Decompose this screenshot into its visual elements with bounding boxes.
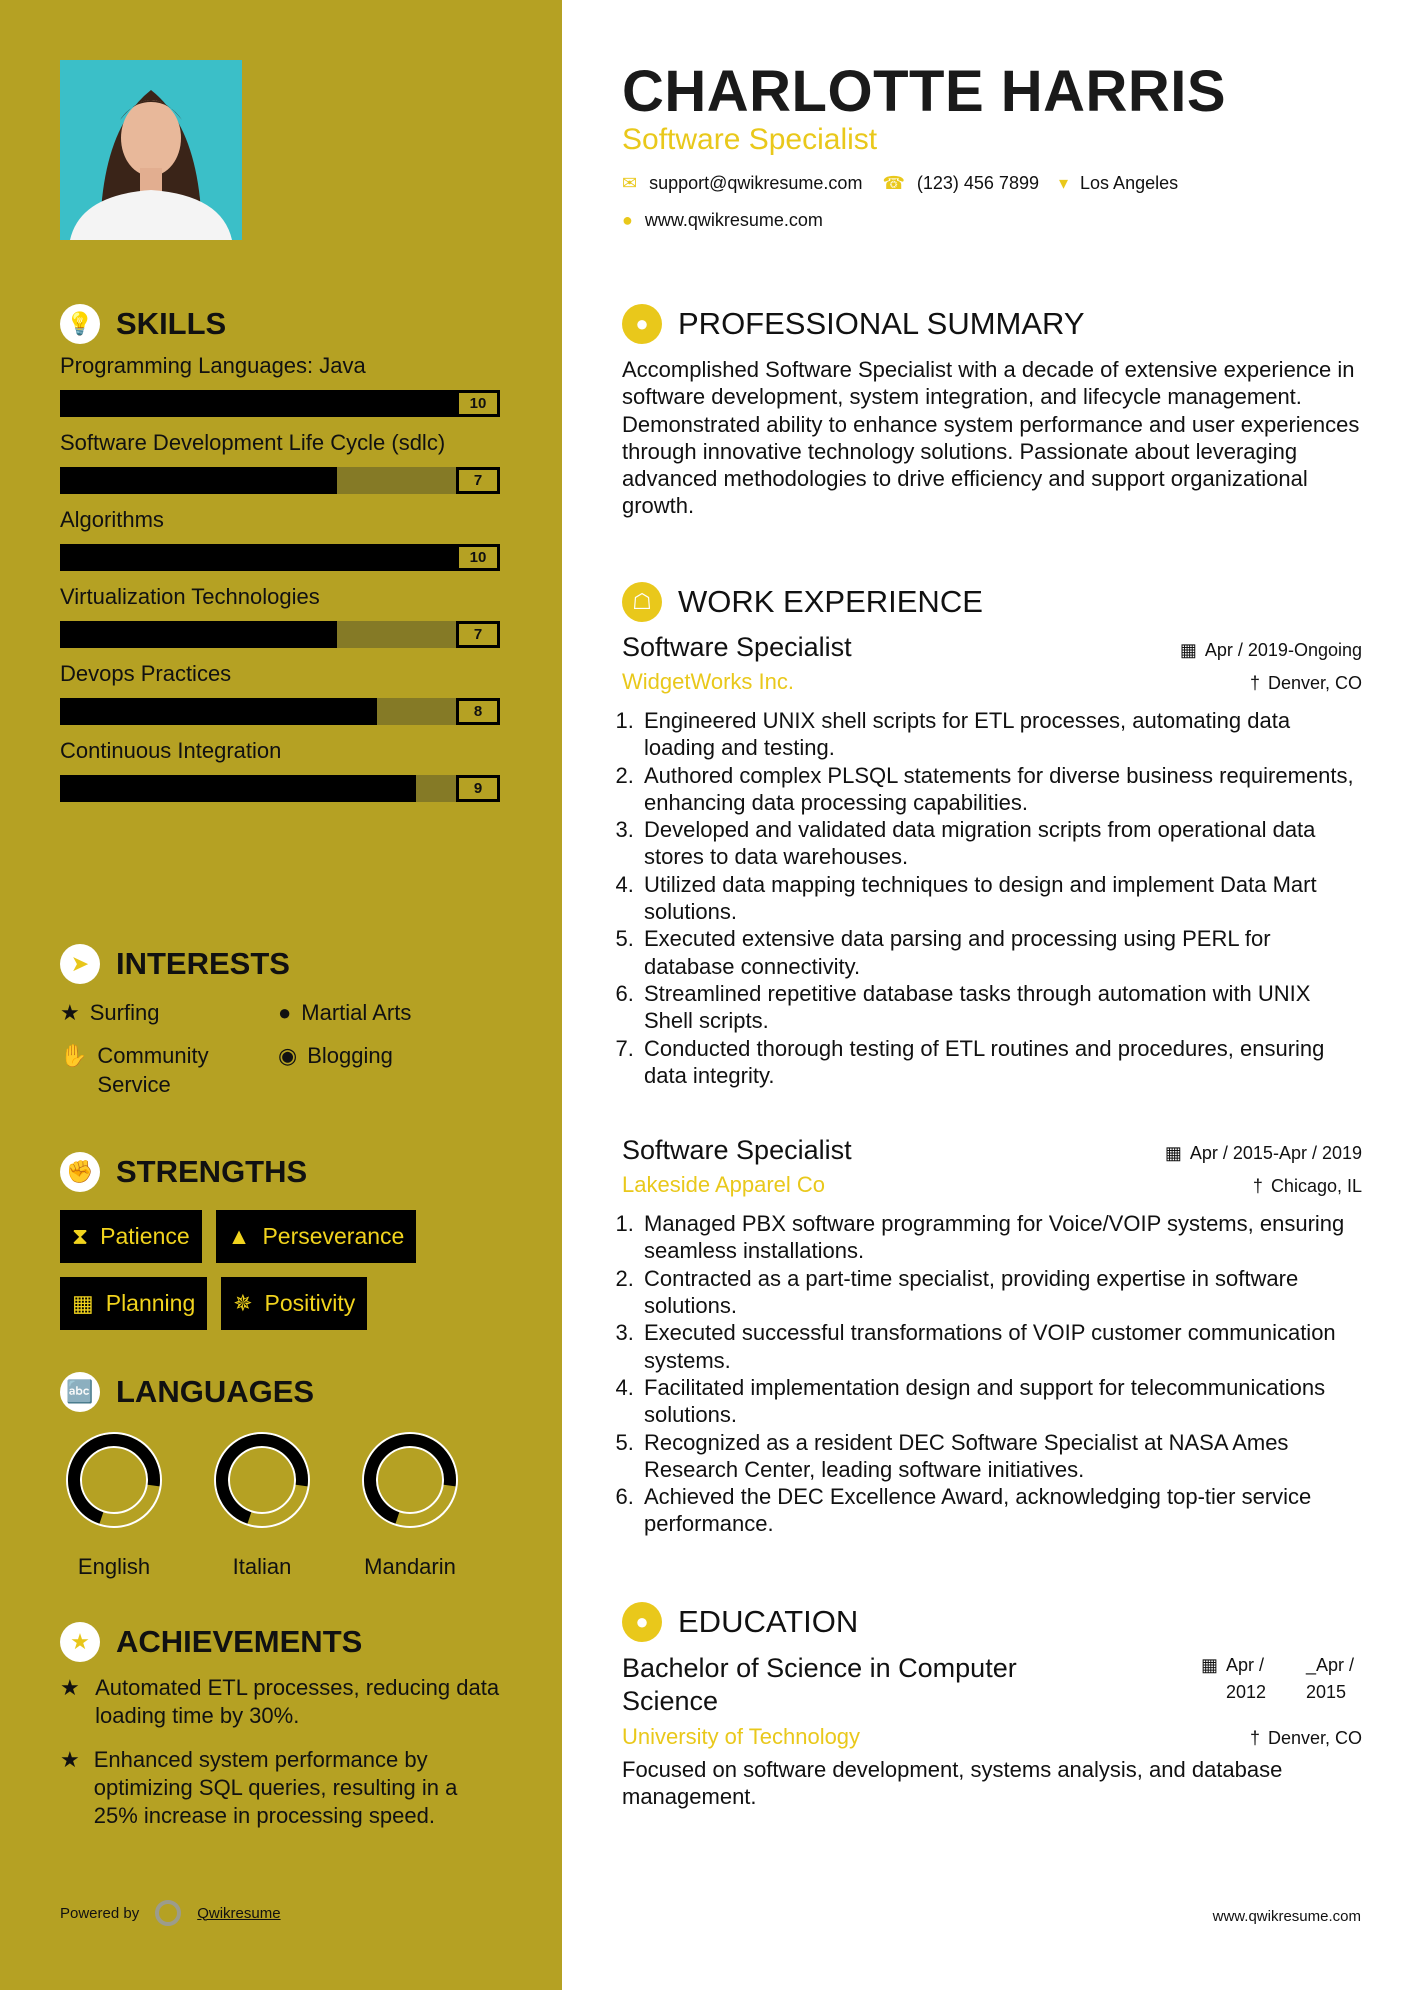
- job-location: Denver, CO: [1267, 673, 1362, 693]
- job-title: Software Specialist: [622, 1135, 852, 1166]
- skill-label: Virtualization Technologies: [60, 584, 320, 609]
- powered-by: [60, 1900, 281, 1926]
- candidate-title: Software Specialist: [622, 123, 878, 156]
- skill-bar: [60, 544, 500, 571]
- strength-label: Planning: [105, 1290, 196, 1316]
- degree: Bachelor of Science in Computer Science: [622, 1653, 1017, 1716]
- user-icon: ●: [622, 304, 662, 344]
- language-name: English: [77, 1554, 151, 1579]
- pin-icon: †: [1249, 1728, 1260, 1748]
- language-item: [362, 1432, 458, 1580]
- interest-label: Blogging: [307, 1043, 393, 1068]
- star-badge-icon: ★: [60, 1622, 100, 1662]
- strength-label: Perseverance: [262, 1223, 405, 1249]
- edu-description: Focused on software development, systems analysis, and database management.: [622, 1757, 1283, 1810]
- skill-score: 9: [456, 775, 500, 802]
- section-title: EDUCATION: [678, 1604, 859, 1639]
- section-title: SKILLS: [116, 306, 227, 341]
- interest-item: [278, 998, 498, 1027]
- strength-chip: [60, 1277, 207, 1330]
- paper-plane-icon: ➤: [60, 944, 100, 984]
- strength-chip: [60, 1210, 202, 1263]
- sun-icon: ✵: [233, 1290, 253, 1316]
- strength-label: Patience: [100, 1223, 190, 1249]
- calendar-icon: ▦: [1200, 1655, 1218, 1675]
- edu-end: _Apr / 2015: [1306, 1655, 1355, 1702]
- language-item: [214, 1432, 310, 1580]
- language-item: [66, 1432, 162, 1580]
- skill-bar-fill: [60, 621, 337, 648]
- achievement-item: [60, 1674, 500, 1730]
- achievement-text: Enhanced system performance by optimizing SQL queries, resulting in a 25% increase in processing speed.: [93, 1747, 458, 1828]
- skill-bar-fill: [60, 775, 416, 802]
- calendar-icon: ▦: [1164, 1143, 1182, 1164]
- chair-icon: ☖: [622, 582, 662, 622]
- interest-label: Martial Arts: [301, 1000, 412, 1025]
- section-title: INTERESTS: [116, 946, 290, 981]
- header: [622, 58, 1362, 231]
- job-bullet: 5. Recognized as a resident DEC Software Specialist at NASA Ames Research Center, leading software initiatives.: [640, 1429, 1362, 1484]
- phone-icon: ☎: [882, 173, 905, 193]
- pin-icon: †: [1252, 1176, 1263, 1197]
- section-title: STRENGTHS: [116, 1154, 308, 1189]
- school: University of Technology: [622, 1724, 861, 1749]
- achievement-item: [60, 1746, 500, 1830]
- sidebar: [0, 0, 562, 1990]
- section-title: WORK EXPERIENCE: [678, 584, 983, 619]
- job-location: Chicago, IL: [1270, 1176, 1362, 1197]
- skill-bar: [60, 467, 500, 494]
- skill-label: Software Development Life Cycle (sdlc): [60, 430, 446, 455]
- skill-bar-fill: [60, 467, 337, 494]
- job-dates: Apr / 2015-Apr / 2019: [1189, 1143, 1362, 1164]
- pin-icon: †: [1249, 673, 1260, 693]
- skill-bar-fill: [60, 698, 377, 725]
- hourglass-icon: ⧗: [72, 1223, 89, 1249]
- job-bullet: 7. Conducted thorough testing of ETL routines and procedures, ensuring data integrity.: [640, 1035, 1362, 1090]
- skill-bar: [60, 775, 500, 802]
- company: Lakeside Apparel Co: [622, 1172, 826, 1198]
- skill-label: Programming Languages: Java: [60, 353, 366, 378]
- website[interactable]: www.qwikresume.com: [644, 210, 823, 230]
- skill-score: 7: [456, 621, 500, 648]
- skill-bar: [60, 621, 500, 648]
- calendar-icon: ▦: [1179, 640, 1197, 660]
- email[interactable]: support@qwikresume.com: [649, 173, 863, 193]
- road-icon: ▲: [227, 1223, 251, 1249]
- skill-bar: [60, 698, 500, 725]
- experience-section: [622, 582, 1362, 1538]
- interest-label: Surfing: [89, 1000, 160, 1025]
- skill-score: 10: [456, 544, 500, 571]
- hand-icon: ✋: [60, 1043, 88, 1068]
- job-bullet: 2. Authored complex PLSQL statements for diverse business requirements, enhancing data processing capabilities.: [640, 762, 1362, 817]
- job-bullet: 5. Executed extensive data parsing and processing using PERL for database connectivity.: [640, 925, 1362, 980]
- users-icon: ◉: [278, 1043, 298, 1068]
- job-bullet: 6. Achieved the DEC Excellence Award, acknowledging top-tier service performance.: [640, 1483, 1362, 1538]
- powered-by-label: Powered by: [60, 1904, 140, 1922]
- achievements-section: [60, 1622, 510, 1830]
- interests-section: [60, 944, 510, 1099]
- section-title: PROFESSIONAL SUMMARY: [678, 306, 1085, 341]
- company: WidgetWorks Inc.: [622, 669, 794, 694]
- skill-score: 7: [456, 467, 500, 494]
- job-entry: [622, 1135, 1362, 1538]
- job-bullet: 1. Managed PBX software programming for Voice/VOIP systems, ensuring seamless installations.: [640, 1210, 1362, 1265]
- footer-url[interactable]: www.qwikresume.com: [1212, 1908, 1361, 1925]
- shooting-star-icon: ★: [60, 1675, 80, 1700]
- strength-chip: [221, 1277, 367, 1330]
- section-title: ACHIEVEMENTS: [116, 1624, 363, 1659]
- job-bullets: [622, 707, 1362, 1089]
- brand-link[interactable]: Qwikresume: [197, 1904, 281, 1922]
- strength-chip: [216, 1210, 417, 1263]
- strength-label: Positivity: [264, 1290, 356, 1316]
- qwikresume-logo-icon: [155, 1900, 181, 1926]
- language-icon: 🔤: [60, 1372, 100, 1412]
- interest-item: [60, 998, 278, 1027]
- interest-label: Community Service: [97, 1043, 209, 1097]
- job-bullet: 3. Developed and validated data migration scripts from operational data stores to data warehouses.: [640, 816, 1362, 871]
- job-bullets: [622, 1210, 1362, 1538]
- globe-icon: ●: [278, 1000, 292, 1025]
- skill-bar-fill: [60, 390, 500, 417]
- languages-section: [60, 1372, 510, 1580]
- strengths-section: [60, 1152, 510, 1330]
- interest-item: [278, 1041, 498, 1099]
- job-dates: Apr / 2019-Ongoing: [1204, 640, 1362, 660]
- edu-location: Denver, CO: [1267, 1728, 1362, 1748]
- candidate-name: CHARLOTTE HARRIS: [622, 59, 1227, 124]
- skill-score: 8: [456, 698, 500, 725]
- lightbulb-icon: 💡: [60, 304, 100, 344]
- graduate-icon: ●: [622, 1602, 662, 1642]
- phone: (123) 456 7899: [916, 173, 1039, 193]
- job-bullet: 6. Streamlined repetitive database tasks through automation with UNIX Shell scripts.: [640, 980, 1362, 1035]
- skills-section: [60, 304, 510, 814]
- achievement-text: Automated ETL processes, reducing data loading time by 30%.: [95, 1675, 500, 1728]
- job-bullet: 4. Facilitated implementation design and support for telecommunications solutions.: [640, 1374, 1362, 1429]
- language-donut: [214, 1432, 310, 1528]
- fist-icon: ✊: [60, 1152, 100, 1192]
- education-section: [622, 1602, 1362, 1811]
- skill-label: Continuous Integration: [60, 738, 282, 763]
- map-pin-icon: ▾: [1058, 173, 1069, 193]
- job-bullet: 2. Contracted as a part-time specialist, providing expertise in software solutions.: [640, 1265, 1362, 1320]
- section-title: LANGUAGES: [116, 1374, 315, 1409]
- summary-text: Accomplished Software Specialist with a decade of extensive experience in software development, system integration, and lifecycle management. Demonstrated ability to enhance system performance and user experiences through innovative technology solutions. Passionate about leveraging advanced methodologies to drive efficiency and support organizational growth.: [622, 357, 1360, 519]
- skill-score: 10: [456, 390, 500, 417]
- star-icon: ★: [60, 1000, 80, 1025]
- job-bullet: 1. Engineered UNIX shell scripts for ETL processes, automating data loading and testing.: [640, 707, 1362, 762]
- job-title: Software Specialist: [622, 632, 852, 662]
- skill-bar-fill: [60, 544, 500, 571]
- globe-icon: ●: [622, 210, 633, 230]
- interest-item: [60, 1041, 278, 1099]
- skill-label: Devops Practices: [60, 661, 232, 686]
- language-donut: [66, 1432, 162, 1528]
- job-entry: [622, 632, 1362, 1089]
- shooting-star-icon: ★: [60, 1747, 80, 1772]
- skill-bar: [60, 390, 500, 417]
- location: Los Angeles: [1080, 173, 1179, 193]
- language-donut: [362, 1432, 458, 1528]
- language-name: Mandarin: [364, 1554, 456, 1579]
- skill-label: Algorithms: [60, 507, 164, 532]
- summary-section: [622, 304, 1362, 520]
- job-bullet: 3. Executed successful transformations of VOIP customer communication systems.: [640, 1319, 1362, 1374]
- job-bullet: 4. Utilized data mapping techniques to design and implement Data Mart solutions.: [640, 871, 1362, 926]
- language-name: Italian: [232, 1554, 292, 1579]
- envelope-icon: ✉: [622, 173, 638, 193]
- profile-photo: [60, 60, 242, 240]
- calendar-icon: ▦: [72, 1290, 94, 1316]
- edu-start: Apr / 2012: [1226, 1655, 1267, 1702]
